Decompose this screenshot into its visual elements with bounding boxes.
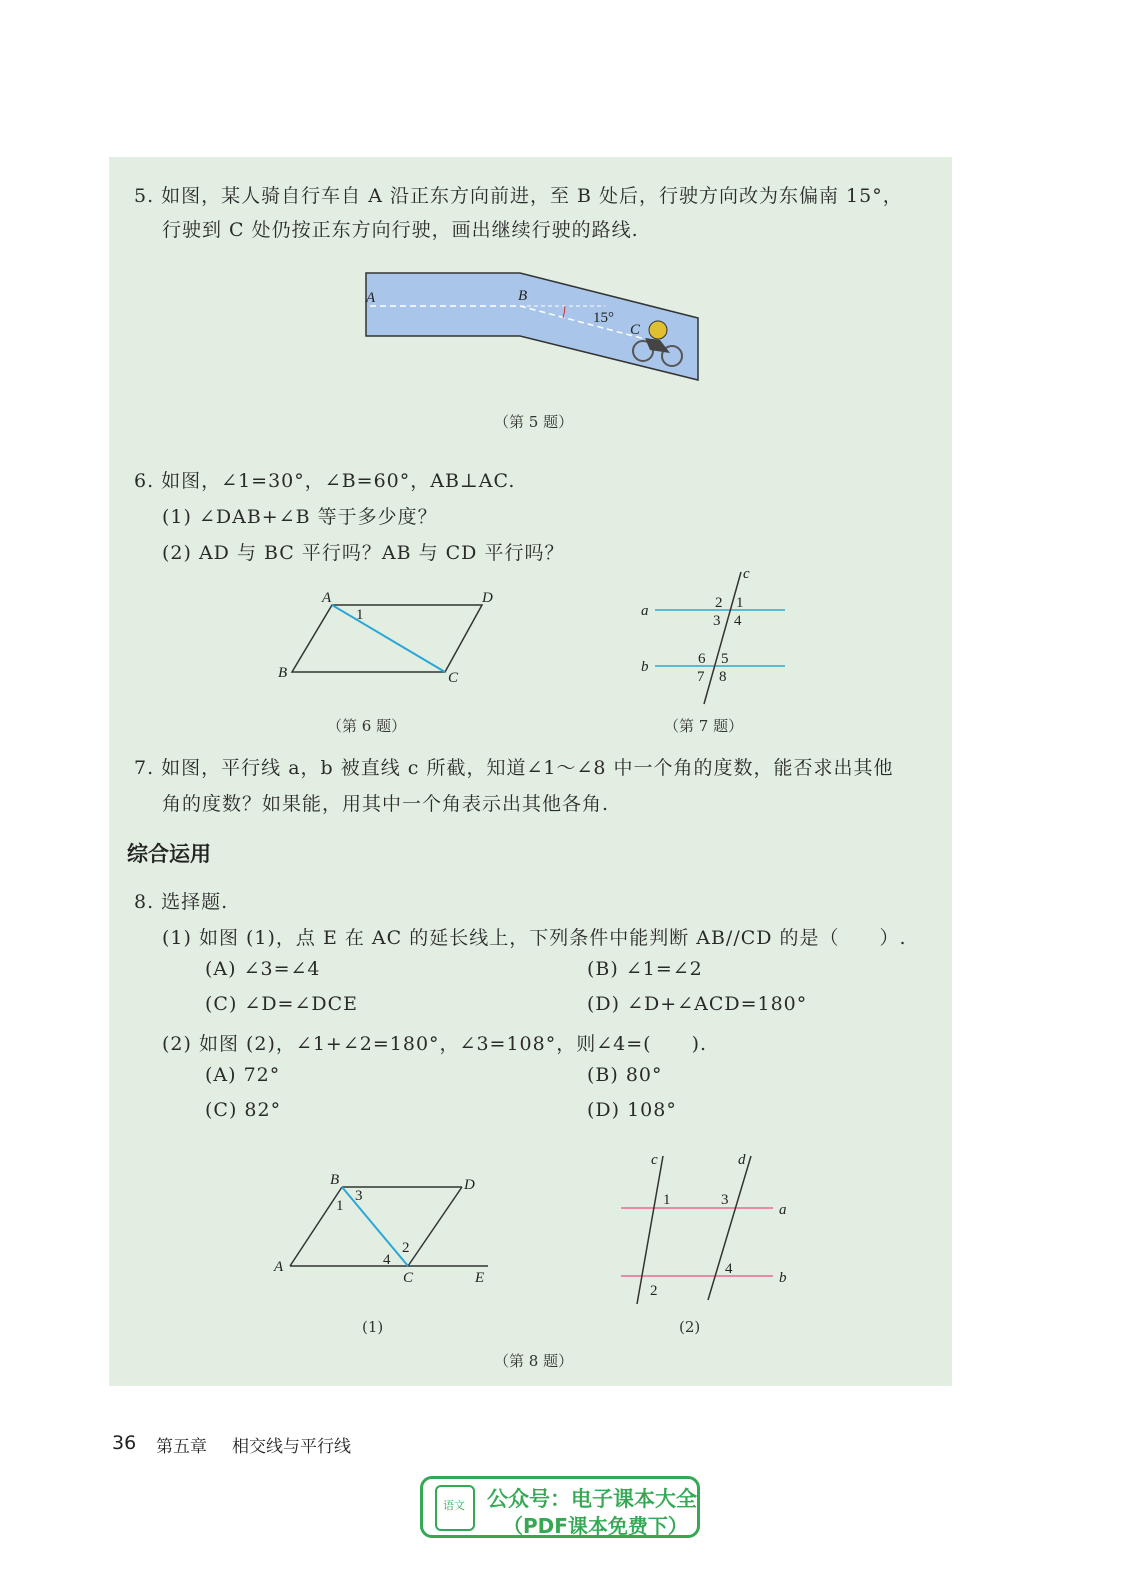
q6-part1: (1) ∠DAB+∠B 等于多少度？ — [162, 506, 438, 528]
q7-parallel-lines-figure — [635, 562, 795, 707]
q6-parallelogram-figure — [270, 585, 510, 690]
angle-2-label: 2 — [402, 1240, 410, 1256]
q5-road-figure — [360, 268, 705, 388]
point-a-label: A — [274, 1259, 284, 1275]
q7-caption: （第 7 题） — [664, 717, 744, 735]
badge-line1: 公众号：电子课本大全 — [487, 1487, 697, 1511]
angle-1-label: 1 — [663, 1192, 671, 1208]
angle-1-label: 1 — [736, 595, 744, 611]
line-a-label: a — [779, 1202, 787, 1218]
line-c — [637, 1156, 663, 1304]
line-d — [708, 1156, 751, 1300]
section-heading: 综合运用 — [127, 842, 211, 866]
segment-cd — [408, 1187, 462, 1266]
q5-line1: 5. 如图，某人骑自行车自 A 沿正东方向前进，至 B 处后，行驶方向改为东偏南 15°， — [134, 185, 903, 207]
q6-caption: （第 6 题） — [327, 717, 407, 735]
angle-2-label: 2 — [650, 1283, 658, 1299]
line-a-label: a — [641, 603, 649, 619]
diagonal-ac — [332, 605, 445, 672]
angle-2-label: 2 — [715, 595, 723, 611]
q8-p1-option-c: (C) ∠D=∠DCE — [205, 993, 359, 1015]
angle-4-label: 4 — [383, 1252, 391, 1268]
angle-8-label: 8 — [719, 669, 727, 685]
q6-part2: (2) AD 与 BC 平行吗？AB 与 CD 平行吗？ — [162, 542, 565, 564]
angle-4-label: 4 — [734, 613, 742, 629]
book-icon — [435, 1485, 475, 1531]
q7-line2: 角的度数？如果能，用其中一个角表示出其他各角. — [162, 793, 610, 815]
angle-7-label: 7 — [697, 669, 705, 685]
q8-p2-option-a: (A) 72° — [205, 1064, 281, 1086]
point-a-label: A — [366, 290, 376, 306]
q8-p1-option-a: (A) ∠3=∠4 — [205, 958, 321, 980]
point-c-label: C — [630, 322, 641, 338]
angle-5-label: 5 — [721, 651, 729, 667]
angle-3-label: 3 — [721, 1192, 729, 1208]
line-b-label: b — [779, 1270, 787, 1286]
point-c-label: C — [403, 1270, 414, 1286]
q8-title: 8. 选择题. — [134, 891, 229, 913]
angle-6-label: 6 — [698, 651, 706, 667]
point-d-label: D — [482, 590, 493, 606]
page-number: 36 — [112, 1432, 137, 1454]
road-shape — [366, 273, 698, 380]
line-c-label: c — [743, 566, 750, 582]
angle-15-label: 15° — [593, 310, 614, 326]
line-d-label: d — [738, 1152, 746, 1168]
line-c-label: c — [651, 1152, 658, 1168]
point-b-label: B — [330, 1172, 340, 1188]
q8-p2-option-b: (B) 80° — [587, 1064, 663, 1086]
q8-figure-1-label: (1) — [362, 1318, 384, 1336]
point-b-label: B — [278, 665, 288, 681]
q8-p2-option-d: (D) 108° — [587, 1099, 677, 1121]
q8-part2: (2) 如图 (2)，∠1+∠2=180°，∠3=108°，则∠4=( ). — [162, 1033, 708, 1055]
badge-line2: （PDF课本免费下） — [503, 1514, 688, 1538]
line-b-label: b — [641, 659, 649, 675]
chapter-title: 相交线与平行线 — [232, 1437, 351, 1457]
point-b-label: B — [518, 288, 528, 304]
q8-caption: （第 8 题） — [494, 1352, 574, 1370]
q8-p2-option-c: (C) 82° — [205, 1099, 282, 1121]
angle-3-label: 3 — [355, 1188, 363, 1204]
chapter-number: 第五章 — [156, 1437, 207, 1457]
point-d-label: D — [464, 1177, 475, 1193]
q8-p1-option-b: (B) ∠1=∠2 — [587, 958, 703, 980]
book-icon-text: 语文 — [443, 1499, 465, 1512]
q8-figure-1 — [270, 1168, 500, 1288]
q8-figure-2-label: (2) — [679, 1318, 701, 1336]
angle-1-label: 1 — [356, 607, 364, 623]
q5-caption: （第 5 题） — [494, 413, 574, 431]
angle-4-label: 4 — [725, 1261, 733, 1277]
q8-p1-option-d: (D) ∠D+∠ACD=180° — [587, 993, 808, 1015]
angle-3-label: 3 — [713, 613, 721, 629]
q5-line2: 行驶到 C 处仍按正东方向行驶，画出继续行驶的路线. — [162, 219, 639, 241]
angle-1-label: 1 — [336, 1198, 344, 1214]
q8-figure-2 — [615, 1148, 805, 1308]
q7-line1: 7. 如图，平行线 a，b 被直线 c 所截，知道∠1～∠8 中一个角的度数，能否求出其他 — [134, 757, 894, 779]
point-a-label: A — [322, 590, 332, 606]
point-c-label: C — [448, 670, 459, 686]
segment-ab — [290, 1187, 342, 1266]
promo-badge — [420, 1476, 700, 1538]
segment-bc — [342, 1187, 408, 1266]
q8-part1: (1) 如图 (1)，点 E 在 AC 的延长线上，下列条件中能判断 AB//CD 的是（ ）. — [162, 927, 907, 949]
q6-line1: 6. 如图，∠1=30°，∠B=60°，AB⊥AC. — [134, 470, 516, 492]
point-e-label: E — [475, 1270, 485, 1286]
